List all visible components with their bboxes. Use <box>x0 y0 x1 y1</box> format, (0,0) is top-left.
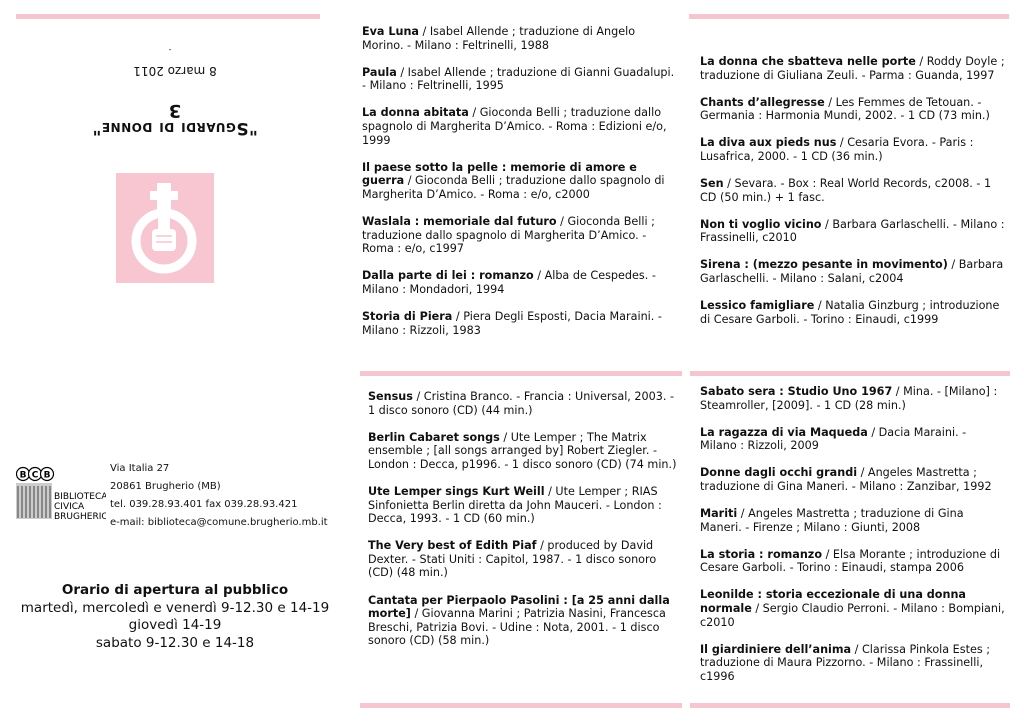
book-entry <box>700 136 1006 163</box>
entry-details: / Isabel Allende ; traduzione di Angelo Morino. - Milano : Feltrinelli, 1988 <box>362 25 636 52</box>
book-entry <box>700 548 1006 575</box>
book-entry <box>700 507 1006 534</box>
top-bar-left <box>16 14 320 19</box>
book-entry <box>362 161 680 202</box>
address-street: Via Italia 27 <box>110 463 170 474</box>
top-bar-right <box>689 14 1009 19</box>
entry-title: Il giardiniere dell’anima <box>700 642 852 656</box>
entry-title: La donna che sbatteva nelle porte <box>700 55 916 68</box>
entry-title: La storia : romanzo <box>700 547 823 561</box>
book-entry <box>368 539 680 580</box>
entry-title: La diva aux pieds nus <box>700 136 837 150</box>
library-address <box>110 460 328 532</box>
entry-details: / Angeles Mastretta ; traduzione di Gina Maneri. - Firenze ; Milano : Giunti, 2008 <box>700 507 964 534</box>
book-entry <box>362 215 680 256</box>
entry-details: / Gioconda Belli ; traduzione dallo spagnolo di Margherita D’Amico. - Roma : Edizioni e/o, 1999 <box>362 106 667 147</box>
bottom-bar-left <box>360 703 682 708</box>
entry-title: Non ti voglio vicino <box>700 217 822 231</box>
entry-title: Sensus <box>368 390 413 403</box>
entry-title: Leonilde : storia eccezionale di una donna normale <box>700 588 966 616</box>
book-entry <box>700 96 1006 123</box>
column-2-bottom <box>368 390 680 661</box>
book-entry <box>362 66 680 93</box>
entry-title: Donne dagli occhi grandi <box>700 466 858 480</box>
book-entry <box>700 466 1006 493</box>
hours-line1: martedì, mercoledì e venerdì 9-12.30 e 14-19 <box>20 599 330 616</box>
entry-details: / Gioconda Belli ; traduzione dallo spagnolo di Margherita D’Amico. - Roma : e/o, c2000 <box>362 174 665 201</box>
entry-details: / Sergio Claudio Perroni. - Milano : Bompiani, c2010 <box>700 602 1005 629</box>
logo-word-biblioteca: BIBLIOTECA <box>54 492 106 502</box>
entry-details: / Ute Lemper ; RIAS Sinfonietta Berlin diretta da John Mauceri. - London : Decca, 1993. - 1 CD (60 min.) <box>368 484 662 526</box>
address-city: 20861 Brugherio (MB) <box>110 481 221 492</box>
entry-details: / Roddy Doyle ; traduzione di Giuliana Zeuli. - Parma : Guanda, 1997 <box>700 55 1005 82</box>
cover-date: 8 marzo 2011 <box>133 64 217 78</box>
entry-details: / Ute Lemper ; The Matrix ensemble ; [all songs arranged by] Robert Ziegler. - London : Decca, p1996. - 1 disco sonoro (CD) (74 min.) <box>368 430 677 471</box>
entry-title: La donna abitata <box>362 106 469 120</box>
cover-title: "Sguardi di donne" <box>92 118 258 138</box>
entry-details: / Cristina Branco. - Francia : Universal, 2003. - 1 disco sonoro (CD) (44 min.) <box>368 390 675 417</box>
logo-letter-b2: B <box>43 470 51 481</box>
entry-title: Chants d’allegresse <box>700 95 825 109</box>
hours-line2: giovedì 14-19 <box>128 617 222 633</box>
column-3-bottom <box>700 385 1006 697</box>
book-entry <box>368 431 680 472</box>
address-phone: tel. 039.28.93.401 fax 039.28.93.421 <box>110 499 298 510</box>
logo-letter-b1: B <box>19 470 27 481</box>
entry-details: / Sevara. - Box : Real World Records, c2008. - 1 CD (50 min.) + 1 fasc. <box>700 177 992 204</box>
entry-details: / Isabel Allende ; traduzione di Gianni Guadalupi. - Milano : Feltrinelli, 1995 <box>362 65 675 93</box>
column-3-top <box>700 55 1006 340</box>
entry-details: / Natalia Ginzburg ; introduzione di Cesare Garboli. - Torino : Einaudi, c1999 <box>700 299 1000 326</box>
entry-title: Mariti <box>700 507 738 521</box>
entry-details: / Giovanna Marini ; Patrizia Nasini, Francesca Breschi, Patrizia Bovi. - Udine : Nota, 2001. - 1 disco sonoro (CD) (58 min.) <box>368 607 666 648</box>
book-entry <box>700 55 1006 82</box>
entry-title: Waslala : memoriale dal futuro <box>362 214 557 228</box>
book-entry <box>362 310 680 337</box>
book-entry <box>700 299 1006 326</box>
middle-bar-right <box>690 371 1010 376</box>
book-entry <box>362 106 680 147</box>
womens-symbol-logo <box>116 173 214 283</box>
book-entry <box>700 643 1006 684</box>
book-entry <box>700 385 1006 412</box>
logo-letter-c: C <box>31 470 39 481</box>
hours-line3: sabato 9-12.30 e 14-18 <box>95 634 255 651</box>
entry-title: Cantata per Pierpaolo Pasolini : [a 25 anni dalla morte] <box>368 593 670 621</box>
entry-details: / Barbara Garlaschelli. - Milano : Frassinelli, c2010 <box>700 217 1005 245</box>
logo-word-brugherio: BRUGHERIO <box>54 512 106 522</box>
book-entry <box>362 269 680 296</box>
entry-title: Sirena : (mezzo pesante in movimento) <box>700 258 948 272</box>
book-entry <box>368 390 680 417</box>
cover-number: 3 <box>168 100 182 121</box>
cover-dot: . <box>168 46 172 57</box>
entry-details: / Barbara Garlaschelli. - Milano : Salani, c2004 <box>700 258 1004 286</box>
book-entry <box>368 594 680 648</box>
entry-details: / Clarissa Pinkola Estes ; traduzione di Maura Pizzorno. - Milano : Frassinelli, c1996 <box>700 642 991 683</box>
entry-title: Sabato sera : Studio Uno 1967 <box>700 385 893 398</box>
entry-title: Paula <box>362 65 397 79</box>
entry-title: The Very best of Edith Piaf <box>368 539 537 553</box>
entry-details: / Elsa Morante ; introduzione di Cesare Garboli. - Torino : Einaudi, stampa 2006 <box>700 547 1001 575</box>
column-2-top <box>362 25 680 351</box>
entry-details: / Les Femmes de Tetouan. - Germania : Harmonia Mundi, 2002. - 1 CD (73 min.) <box>700 95 990 123</box>
opening-hours <box>0 582 350 652</box>
logo-word-civica: CIVICA <box>54 502 85 512</box>
entry-details: / Alba de Cespedes. - Milano : Mondadori, 1994 <box>362 269 656 296</box>
entry-details: / Mina. - [Milano] : Steamroller, [2009]. - 1 CD (28 min.) <box>700 385 998 412</box>
address-email: e-mail: biblioteca@comune.brugherio.mb.it <box>110 517 328 528</box>
entry-details: / Gioconda Belli ; traduzione dallo spagnolo di Margherita D’Amico. - Roma : e/o, c1997 <box>362 214 655 256</box>
entry-title: Il paese sotto la pelle : memorie di amore e guerra <box>362 160 637 188</box>
entry-title: Ute Lemper sings Kurt Weill <box>368 484 545 498</box>
book-entry <box>700 588 1006 629</box>
book-entry <box>700 218 1006 245</box>
entry-title: Eva Luna <box>362 25 419 38</box>
entry-details: / Angeles Mastretta ; traduzione di Gina Maneri. - Milano : Zanzibar, 1992 <box>700 466 992 493</box>
entry-title: Dalla parte di lei : romanzo <box>362 269 534 283</box>
venus-fist-icon <box>116 173 214 283</box>
book-entry <box>368 485 680 526</box>
book-entry <box>700 258 1006 285</box>
entry-title: Sen <box>700 177 724 191</box>
entry-details: / Dacia Maraini. - Milano : Rizzoli, 2009 <box>700 425 967 453</box>
book-entry <box>700 177 1006 204</box>
entry-details: / Piera Degli Esposti, Dacia Maraini. - Milano : Rizzoli, 1983 <box>362 309 662 337</box>
entry-title: La ragazza di via Maqueda <box>700 425 868 439</box>
entry-title: Berlin Cabaret songs <box>368 430 500 444</box>
entry-title: Storia di Piera <box>362 309 453 323</box>
book-entry <box>362 25 680 52</box>
entry-title: Lessico famigliare <box>700 299 815 313</box>
entry-details: / produced by David Dexter. - Stati Uniti : Capitol, 1987. - 1 disco sonoro (CD) (48 min.) <box>368 539 657 580</box>
bottom-bar-right <box>690 703 1010 708</box>
library-logo <box>16 466 106 522</box>
book-entry <box>700 426 1006 453</box>
middle-bar-left <box>360 371 682 376</box>
entry-details: / Cesaria Evora. - Paris : Lusafrica, 2000. - 1 CD (36 min.) <box>700 136 974 163</box>
hours-title: Orario di apertura al pubblico <box>61 582 289 598</box>
